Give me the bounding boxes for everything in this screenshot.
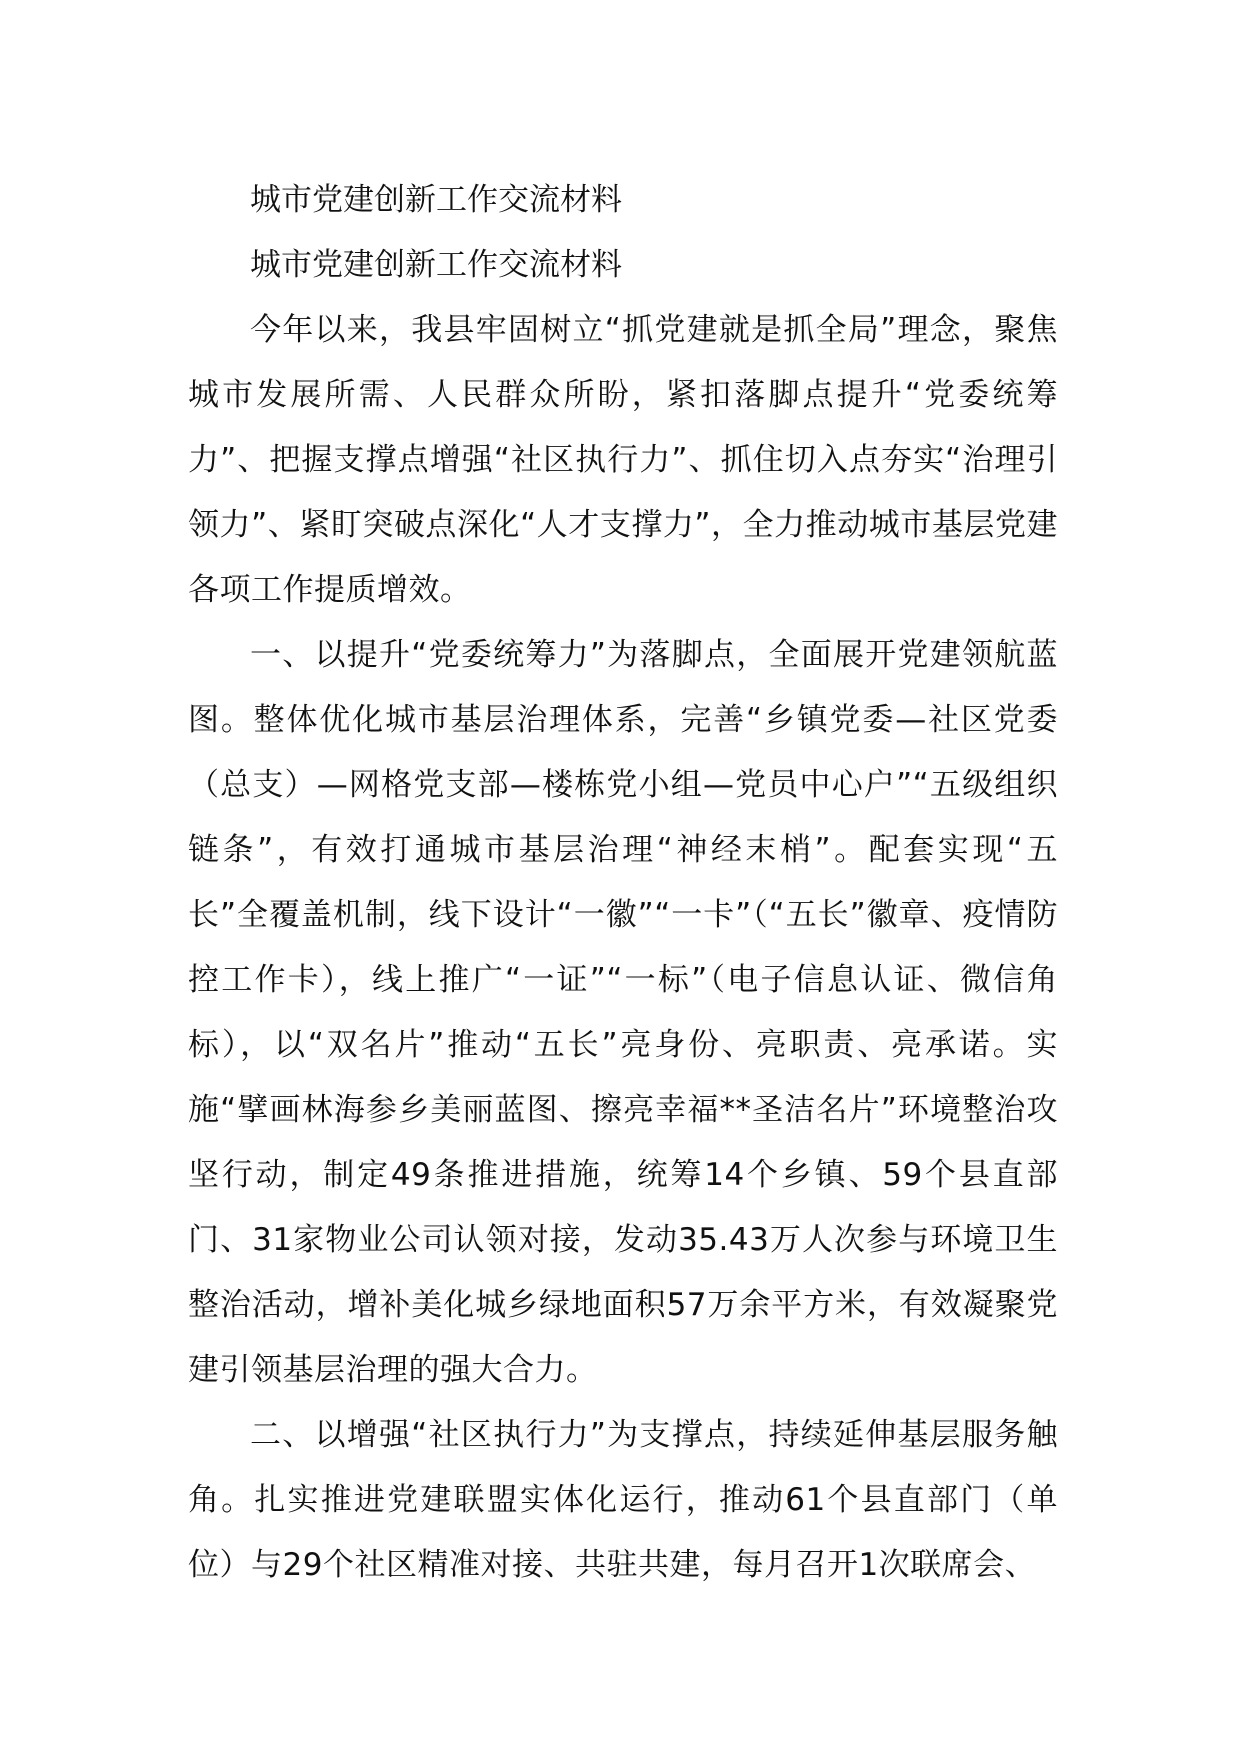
document-title: 城市党建创新工作交流材料: [250, 182, 622, 218]
paragraph-section-two: 二、以增强“社区执行力”为支撑点，持续延伸基层服务触角。扎实推进党建联盟实体化运行，推动61个县直部门（单位）与29个社区精准对接、共驻共建，每月召开1次联席会、: [188, 1417, 1058, 1583]
document-subtitle: 城市党建创新工作交流材料: [250, 247, 622, 283]
document-body: [188, 168, 1058, 1598]
paragraph-intro: 今年以来，我县牢固树立“抓党建就是抓全局”理念，聚焦城市发展所需、人民群众所盼，紧扣落脚点提升“党委统筹力”、把握支撑点增强“社区执行力”、抓住切入点夯实“治理引领力”、紧盯突破点深化“人才支撑力”，全力推动城市基层党建各项工作提质增效。: [188, 312, 1058, 608]
paragraph-section-one: 一、以提升“党委统筹力”为落脚点，全面展开党建领航蓝图。整体优化城市基层治理体系，完善“乡镇党委—社区党委（总支）—网格党支部—楼栋党小组—党员中心户”“五级组织链条”，有效打通城市基层治理“神经末梢”。配套实现“五长”全覆盖机制，线下设计“一徽”“一卡”（“五长”徽章、疫情防控工作卡），线上推广“一证”“一标”（电子信息认证、微信角标），以“双名片”推动“五长”亮身份、亮职责、亮承诺。实施“擘画林海参乡美丽蓝图、擦亮幸福**圣洁名片”环境整治攻坚行动，制定49条推进措施，统筹14个乡镇、59个县直部门、31家物业公司认领对接，发动35.43万人次参与环境卫生整治活动，增补美化城乡绿地面积57万余平方米，有效凝聚党建引领基层治理的强大合力。: [188, 637, 1058, 1388]
